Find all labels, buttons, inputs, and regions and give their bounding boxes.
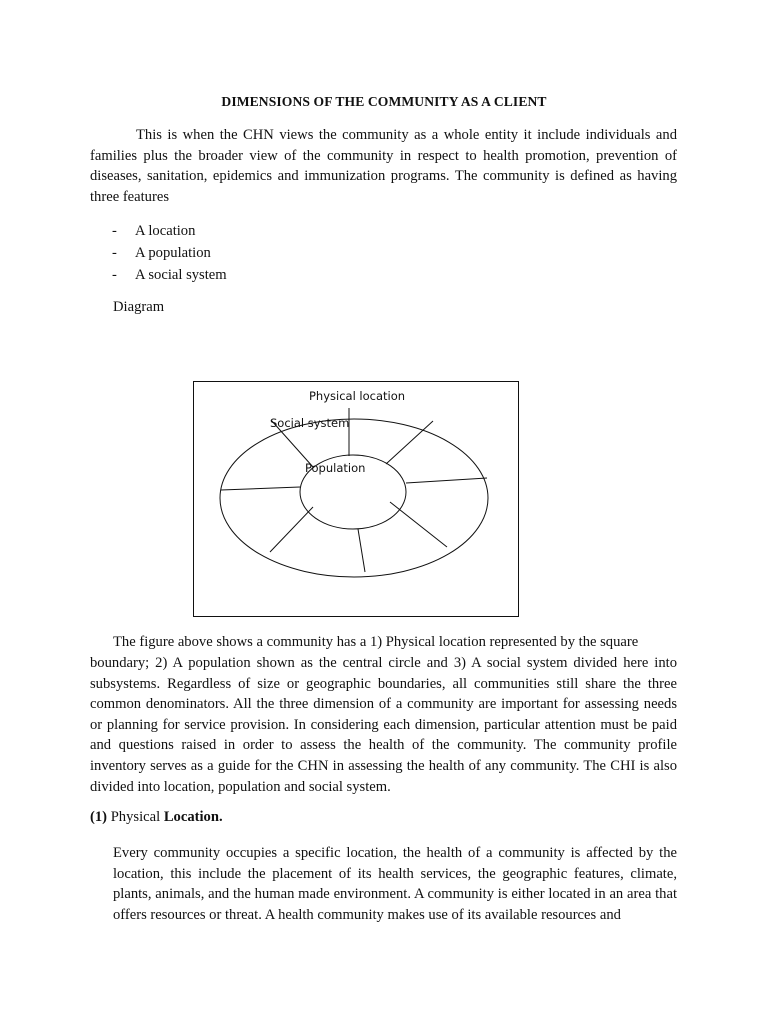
section-heading-physical-location <box>90 809 223 826</box>
community-diagram <box>193 381 519 617</box>
subsystem-divider <box>270 507 313 552</box>
document-title: DIMENSIONS OF THE COMMUNITY AS A CLIENT <box>221 94 547 109</box>
subsystem-divider <box>386 421 433 464</box>
subsystem-divider <box>221 487 300 490</box>
physical-location-label: Physical location <box>309 389 406 403</box>
feature-list <box>112 220 227 286</box>
feature-population: A population <box>135 245 211 261</box>
figure-explanation-first-line: The figure above shows a community has a 1) Physical location represented by the square <box>113 634 639 650</box>
social-system-ellipse <box>220 419 488 577</box>
section-number: (1) <box>90 809 108 825</box>
subsystem-divider <box>358 529 365 572</box>
figure-explanation-paragraph: boundary; 2) A population shown as the central circle and 3) A social system divided here into subsystems. Regardless of size or geographic boundaries, all communities still share the three common denominators. All the three dimension of a community are important for assessing needs or planning for service provision. In considering each dimension, particular attention must be paid and questions raised in order to assess the health of the community. The community profile inventory serves as a guide for the CHN in assessing the health of any community. The CHI is also divided into location, population and social system. <box>90 655 677 795</box>
list-item <box>112 242 227 264</box>
social-system-label: Social system <box>270 416 350 430</box>
list-dash: - <box>112 245 117 261</box>
feature-social-system: A social system <box>135 267 227 283</box>
list-item <box>112 220 227 242</box>
physical-location-boundary <box>194 382 519 617</box>
section-label-bold: Location. <box>163 809 223 825</box>
section-body-paragraph: Every community occupies a specific location, the health of a community is affected by the location, this include the placement of its health services, the geographic features, climate, plants, animals, and the human made environment. A community is either located in an area that offers resources or threat. A health community makes use of its available resources and <box>113 845 677 923</box>
population-label: Population <box>305 461 366 475</box>
section-label-plain: Physical <box>110 809 161 825</box>
subsystem-divider <box>406 478 487 483</box>
subsystem-divider <box>390 502 447 547</box>
diagram-label: Diagram <box>113 299 165 315</box>
feature-location: A location <box>135 223 196 239</box>
list-dash: - <box>112 267 117 283</box>
list-item <box>112 264 227 286</box>
list-dash: - <box>112 223 117 239</box>
intro-paragraph: This is when the CHN views the community as a whole entity it include individuals and families plus the broader view of the community in respect to health promotion, prevention of diseases, sanitation, epidemics and immunization programs. The community is defined as having three features <box>90 127 677 205</box>
